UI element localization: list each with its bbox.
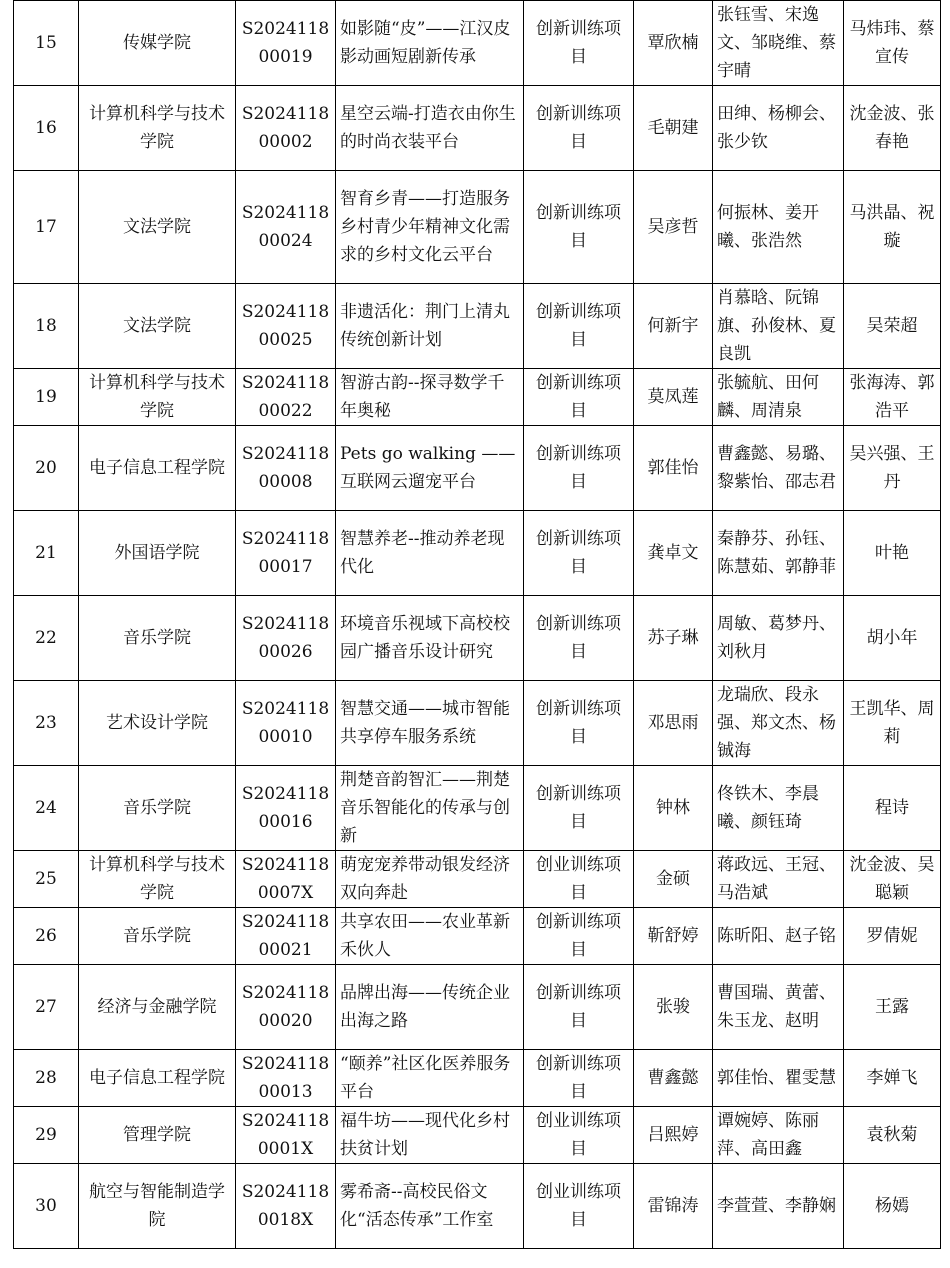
table-row (14, 86, 941, 171)
leader-cell: 张骏 (634, 965, 713, 1050)
row-number: 23 (14, 681, 79, 766)
advisor-cell: 李婵飞 (844, 1050, 941, 1107)
project-code-cell: S202411800008 (236, 426, 336, 511)
project-code-cell: S20241180007X (236, 851, 336, 908)
project-title-cell: 智慧交通——城市智能共享停车服务系统 (336, 681, 524, 766)
table-row (14, 426, 941, 511)
college-cell: 电子信息工程学院 (79, 426, 236, 511)
project-title-cell: 荆楚音韵智汇——荆楚音乐智能化的传承与创新 (336, 766, 524, 851)
project-type-cell: 创业训练项目 (524, 1164, 634, 1249)
project-title-cell: 福牛坊——现代化乡村扶贫计划 (336, 1107, 524, 1164)
college-cell: 音乐学院 (79, 766, 236, 851)
advisor-cell: 罗倩妮 (844, 908, 941, 965)
advisor-cell: 王露 (844, 965, 941, 1050)
college-cell: 艺术设计学院 (79, 681, 236, 766)
table-row (14, 766, 941, 851)
table-row (14, 1107, 941, 1164)
leader-cell: 雷锦涛 (634, 1164, 713, 1249)
members-cell: 谭婉婷、陈丽萍、高田鑫 (713, 1107, 844, 1164)
members-cell: 秦静芬、孙钰、陈慧茹、郭静菲 (713, 511, 844, 596)
row-number: 20 (14, 426, 79, 511)
table-row (14, 596, 941, 681)
row-number: 17 (14, 171, 79, 284)
row-number: 21 (14, 511, 79, 596)
table-row (14, 369, 941, 426)
leader-cell: 毛朝建 (634, 86, 713, 171)
project-type-cell: 创新训练项目 (524, 766, 634, 851)
project-title-cell: 星空云端-打造衣由你生的时尚衣装平台 (336, 86, 524, 171)
members-cell: 张毓航、田何麟、周清泉 (713, 369, 844, 426)
project-type-cell: 创新训练项目 (524, 1050, 634, 1107)
project-title-cell: 智育乡青——打造服务乡村青少年精神文化需求的乡村文化云平台 (336, 171, 524, 284)
project-type-cell: 创新训练项目 (524, 171, 634, 284)
project-title-cell: 共享农田——农业革新禾伙人 (336, 908, 524, 965)
college-cell: 计算机科学与技术学院 (79, 86, 236, 171)
advisor-cell: 袁秋菊 (844, 1107, 941, 1164)
college-cell: 传媒学院 (79, 1, 236, 86)
leader-cell: 吴彦哲 (634, 171, 713, 284)
row-number: 22 (14, 596, 79, 681)
college-cell: 计算机科学与技术学院 (79, 369, 236, 426)
project-title-cell: 雾希斋--高校民俗文化“活态传承”工作室 (336, 1164, 524, 1249)
college-cell: 音乐学院 (79, 908, 236, 965)
table-row (14, 1050, 941, 1107)
project-code-cell: S202411800021 (236, 908, 336, 965)
project-type-cell: 创新训练项目 (524, 681, 634, 766)
project-code-cell: S202411800026 (236, 596, 336, 681)
project-code-cell: S202411800010 (236, 681, 336, 766)
leader-cell: 郭佳怡 (634, 426, 713, 511)
members-cell: 肖慕晗、阮锦旗、孙俊林、夏良凯 (713, 284, 844, 369)
project-type-cell: 创新训练项目 (524, 369, 634, 426)
table-row (14, 1, 941, 86)
members-cell: 龙瑞欣、段永强、郑文杰、杨铖海 (713, 681, 844, 766)
advisor-cell: 马洪晶、祝璇 (844, 171, 941, 284)
advisor-cell: 胡小年 (844, 596, 941, 681)
advisor-cell: 沈金波、吴聪颖 (844, 851, 941, 908)
row-number: 24 (14, 766, 79, 851)
advisor-cell: 马炜玮、蔡宣传 (844, 1, 941, 86)
row-number: 28 (14, 1050, 79, 1107)
table-row (14, 284, 941, 369)
leader-cell: 何新宇 (634, 284, 713, 369)
table-row (14, 511, 941, 596)
college-cell: 音乐学院 (79, 596, 236, 681)
leader-cell: 苏子琳 (634, 596, 713, 681)
table-row (14, 1164, 941, 1249)
leader-cell: 曹鑫懿 (634, 1050, 713, 1107)
project-type-cell: 创业训练项目 (524, 1107, 634, 1164)
members-cell: 周敏、葛梦丹、刘秋月 (713, 596, 844, 681)
project-type-cell: 创新训练项目 (524, 426, 634, 511)
project-title-cell: 环境音乐视域下高校校园广播音乐设计研究 (336, 596, 524, 681)
college-cell: 航空与智能制造学院 (79, 1164, 236, 1249)
project-title-cell: 品牌出海——传统企业出海之路 (336, 965, 524, 1050)
table-row (14, 908, 941, 965)
members-cell: 郭佳怡、瞿雯慧 (713, 1050, 844, 1107)
project-type-cell: 创新训练项目 (524, 908, 634, 965)
project-title-cell: 非遗活化：荆门上清丸传统创新计划 (336, 284, 524, 369)
project-title-cell: 萌宠宠养带动银发经济双向奔赴 (336, 851, 524, 908)
row-number: 27 (14, 965, 79, 1050)
project-title-cell: 智慧养老--推动养老现代化 (336, 511, 524, 596)
advisor-cell: 张海涛、郭浩平 (844, 369, 941, 426)
project-code-cell: S202411800013 (236, 1050, 336, 1107)
project-code-cell: S20241180001X (236, 1107, 336, 1164)
project-type-cell: 创新训练项目 (524, 596, 634, 681)
project-code-cell: S202411800017 (236, 511, 336, 596)
project-code-cell: S202411800016 (236, 766, 336, 851)
project-title-cell: “颐养”社区化医养服务平台 (336, 1050, 524, 1107)
advisor-cell: 叶艳 (844, 511, 941, 596)
row-number: 30 (14, 1164, 79, 1249)
advisor-cell: 程诗 (844, 766, 941, 851)
members-cell: 李萱萱、李静娴 (713, 1164, 844, 1249)
members-cell: 陈昕阳、赵子铭 (713, 908, 844, 965)
college-cell: 文法学院 (79, 284, 236, 369)
project-code-cell: S202411800024 (236, 171, 336, 284)
row-number: 26 (14, 908, 79, 965)
table-row (14, 965, 941, 1050)
leader-cell: 覃欣楠 (634, 1, 713, 86)
project-code-cell: S202411800020 (236, 965, 336, 1050)
project-type-cell: 创业训练项目 (524, 851, 634, 908)
row-number: 16 (14, 86, 79, 171)
row-number: 19 (14, 369, 79, 426)
leader-cell: 莫凤莲 (634, 369, 713, 426)
leader-cell: 靳舒婷 (634, 908, 713, 965)
row-number: 29 (14, 1107, 79, 1164)
row-number: 18 (14, 284, 79, 369)
project-code-cell: S202411800022 (236, 369, 336, 426)
leader-cell: 钟林 (634, 766, 713, 851)
members-cell: 曹鑫懿、易璐、黎紫怡、邵志君 (713, 426, 844, 511)
college-cell: 经济与金融学院 (79, 965, 236, 1050)
college-cell: 电子信息工程学院 (79, 1050, 236, 1107)
project-title-cell: 如影随“皮”——江汉皮影动画短剧新传承 (336, 1, 524, 86)
project-code-cell: S202411800025 (236, 284, 336, 369)
project-type-cell: 创新训练项目 (524, 1, 634, 86)
college-cell: 计算机科学与技术学院 (79, 851, 236, 908)
members-cell: 张钰雪、宋逸文、邹晓维、蔡宇晴 (713, 1, 844, 86)
advisor-cell: 王凯华、周莉 (844, 681, 941, 766)
project-title-cell: 智游古韵--探寻数学千年奥秘 (336, 369, 524, 426)
leader-cell: 金硕 (634, 851, 713, 908)
table-row (14, 171, 941, 284)
row-number: 15 (14, 1, 79, 86)
members-cell: 曹国瑞、黄蕾、朱玉龙、赵明 (713, 965, 844, 1050)
leader-cell: 邓思雨 (634, 681, 713, 766)
project-code-cell: S202411800019 (236, 1, 336, 86)
table-row (14, 681, 941, 766)
project-type-cell: 创新训练项目 (524, 511, 634, 596)
project-code-cell: S202411800002 (236, 86, 336, 171)
college-cell: 文法学院 (79, 171, 236, 284)
members-cell: 何振林、姜开曦、张浩然 (713, 171, 844, 284)
row-number: 25 (14, 851, 79, 908)
leader-cell: 吕熙婷 (634, 1107, 713, 1164)
project-type-cell: 创新训练项目 (524, 965, 634, 1050)
advisor-cell: 沈金波、张春艳 (844, 86, 941, 171)
project-table (13, 0, 941, 1249)
project-title-cell: Pets go walking —— 互联网云遛宠平台 (336, 426, 524, 511)
college-cell: 外国语学院 (79, 511, 236, 596)
leader-cell: 龚卓文 (634, 511, 713, 596)
members-cell: 佟铁木、李晨曦、颜钰琦 (713, 766, 844, 851)
college-cell: 管理学院 (79, 1107, 236, 1164)
members-cell: 田绅、杨柳会、张少钦 (713, 86, 844, 171)
project-type-cell: 创新训练项目 (524, 284, 634, 369)
project-code-cell: S20241180018X (236, 1164, 336, 1249)
advisor-cell: 吴兴强、王丹 (844, 426, 941, 511)
members-cell: 蒋政远、王冠、马浩斌 (713, 851, 844, 908)
advisor-cell: 吴荣超 (844, 284, 941, 369)
table-row (14, 851, 941, 908)
advisor-cell: 杨嫣 (844, 1164, 941, 1249)
project-type-cell: 创新训练项目 (524, 86, 634, 171)
